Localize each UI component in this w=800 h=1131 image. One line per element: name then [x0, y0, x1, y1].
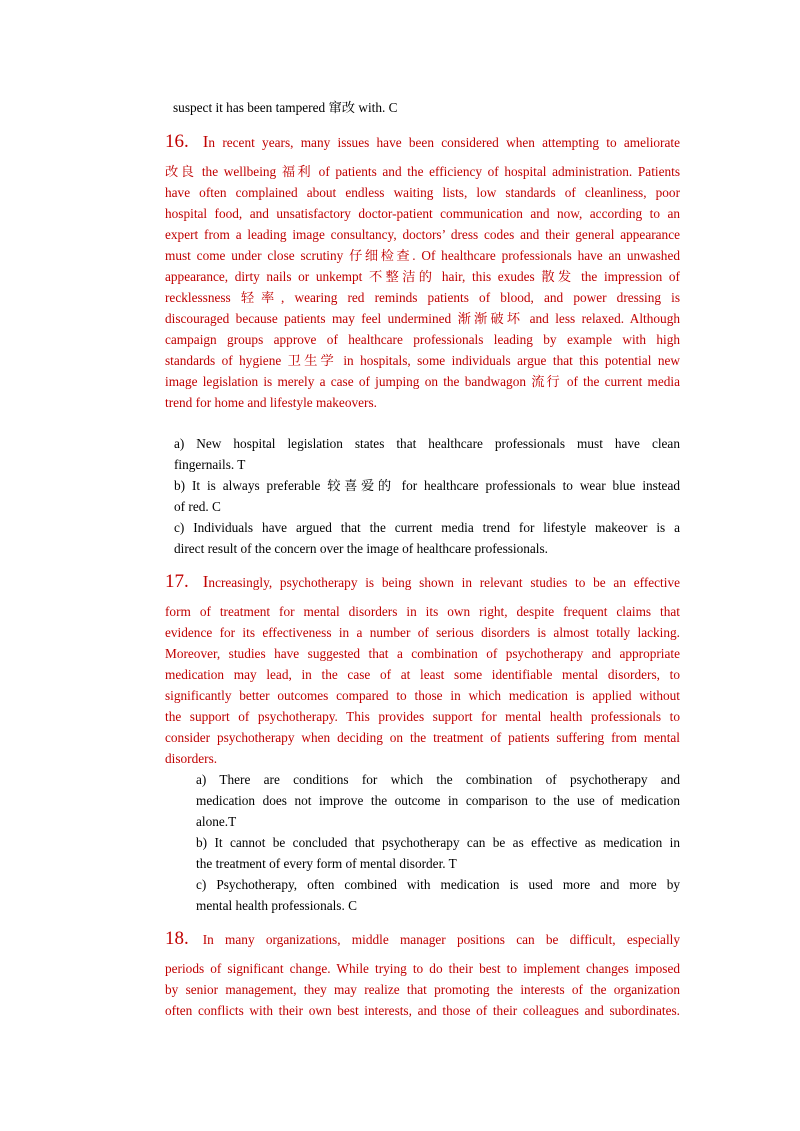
- q16-option-b-cont: of red. C: [174, 499, 221, 514]
- q17-line: disorders.: [165, 751, 218, 766]
- q17-line: Moreover, studies have suggested that a combination of psychotherapy and appropriate: [165, 646, 680, 661]
- intro-line: suspect it has been tampered 窜改 with. C: [173, 100, 398, 115]
- q18-heading: [165, 928, 680, 950]
- q16-line: expert from a leading image consultancy, doctors’ dress codes and their general appearance: [165, 227, 680, 242]
- q16-line: standards of hygiene 卫生学 in hospitals, some individuals argue that this potential new: [165, 353, 680, 368]
- q16-line: recklessness 轻率, wearing red reminds patients of blood, and power dressing is: [165, 290, 680, 305]
- q17-line: evidence for its effectiveness in a number of serious disorders is almost totally lacking.: [165, 625, 680, 640]
- q17-option-c: c) Psychotherapy, often combined with medication is used more and more by: [196, 877, 680, 892]
- q16-option-b: b) It is always preferable 较喜爱的 for healthcare professionals to wear blue instead: [174, 478, 680, 493]
- q16-option-a: a) New hospital legislation states that healthcare professionals must have clean: [174, 436, 680, 451]
- q17-line: consider psychotherapy when deciding on the treatment of patients suffering from mental: [165, 730, 680, 745]
- q17-option-c-cont: mental health professionals. C: [196, 898, 358, 913]
- q17-option-b: b) It cannot be concluded that psychotherapy can be as effective as medication in: [196, 835, 680, 850]
- q16-line: trend for home and lifestyle makeovers.: [165, 395, 377, 410]
- q16-line: image legislation is merely a case of jumping on the bandwagon 流行 of the current media: [165, 374, 680, 389]
- q17-heading: [165, 571, 680, 593]
- q17-option-b-cont: the treatment of every form of mental disorder. T: [196, 856, 457, 871]
- q17-option-a-cont: medication does not improve the outcome in comparison to the use of medication: [196, 793, 680, 808]
- q18-line: periods of significant change. While trying to do their best to implement changes imposed: [165, 961, 680, 976]
- q17-option-a-end: alone.T: [196, 814, 237, 829]
- q17-option-a: a) There are conditions for which the combination of psychotherapy and: [196, 772, 680, 787]
- q16-first-line: n recent years, many issues have been considered when attempting to ameliorate: [208, 135, 680, 150]
- q18-number: 18.: [165, 928, 189, 949]
- q18-line: by senior management, they may realize that promoting the interests of the organization: [165, 982, 680, 997]
- q16-option-c: c) Individuals have argued that the current media trend for lifestyle makeover is a: [174, 520, 680, 535]
- q16-line: hospital food, and unsatisfactory doctor-patient communication and now, according to an: [165, 206, 680, 221]
- q17-first-line: ncreasingly, psychotherapy is being shown in relevant studies to be an effective: [208, 575, 680, 590]
- q17-number: 17.: [165, 571, 189, 592]
- q17-line: the support of psychotherapy. This provides support for mental health professionals to: [165, 709, 680, 724]
- q16-line: appearance, dirty nails or unkempt 不整洁的 hair, this exudes 散发 the impression of: [165, 269, 680, 284]
- q16-number: 16.: [165, 131, 189, 152]
- q17-line: form of treatment for mental disorders in its own right, despite frequent claims that: [165, 604, 680, 619]
- q16-option-c-cont: direct result of the concern over the image of healthcare professionals.: [174, 541, 549, 556]
- q18-first-line: In many organizations, middle manager positions can be difficult, especially: [202, 932, 680, 947]
- q16-line: have often complained about endless waiting lists, low standards of cleanliness, poor: [165, 185, 680, 200]
- q17-line: significantly better outcomes compared to those in which medication is applied without: [165, 688, 680, 703]
- q16-line: 改良 the wellbeing 福利 of patients and the efficiency of hospital administration. Patients: [165, 164, 680, 179]
- q18-line: often conflicts with their own best interests, and those of their colleagues and subordinates.: [165, 1003, 680, 1018]
- q16-line: must come under close scrutiny 仔细检查. Of healthcare professionals have an unwashed: [165, 248, 680, 263]
- q16-option-a-cont: fingernails. T: [174, 457, 246, 472]
- q16-line: discouraged because patients may feel undermined 渐渐破坏 and less relaxed. Although: [165, 311, 680, 326]
- q16-line: campaign groups approve of healthcare professionals leading by example with high: [165, 332, 680, 347]
- q16-initial: I: [202, 132, 209, 151]
- q17-line: medication may lead, in the case of at least some identifiable mental disorders, to: [165, 667, 680, 682]
- q16-heading: [165, 131, 680, 153]
- q17-initial: I: [202, 572, 209, 591]
